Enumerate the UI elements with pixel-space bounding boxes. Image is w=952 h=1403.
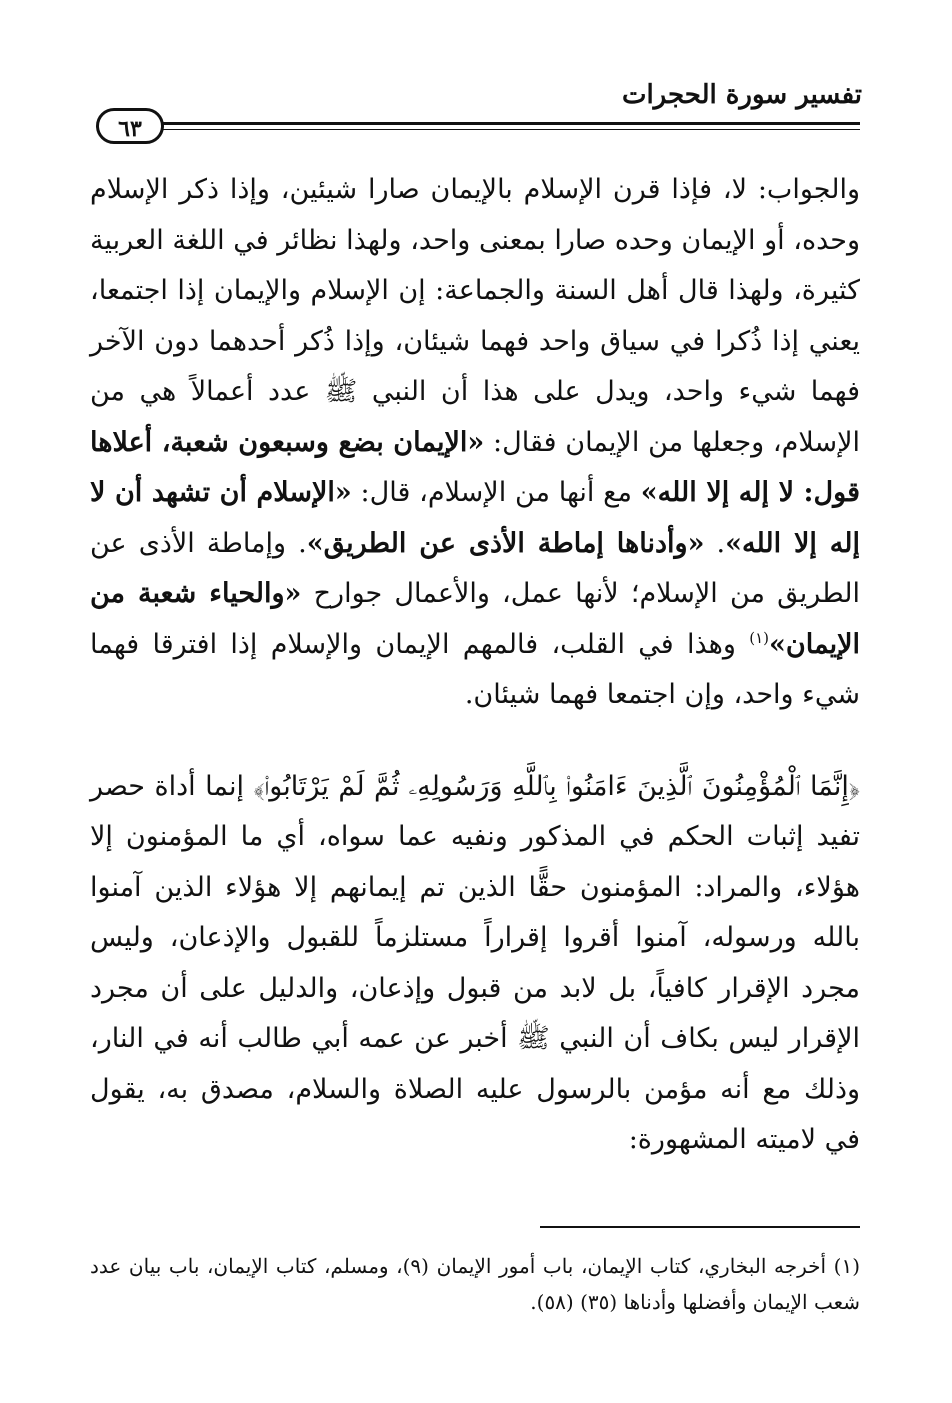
running-header-title: تفسير سورة الحجرات [621, 80, 862, 110]
header-rule-thin [162, 129, 860, 130]
text-segment: والجواب: لا، فإذا قرن الإسلام بالإيمان صارا شيئين، وإذا ذكر الإسلام وحده، أو الإيمان وحده صارا بمعنى واحد، ولهذا نظائر في اللغة العربية كثيرة، ولهذا قال أهل السنة والجماعة: إن الإسلام والإيمان إذا اجتمعا، يعني إذا ذُكرا في سياق واحد فهما شيئان، وإذا ذُكر أحدهما دون الآخر فهما شيء واحد، ويدل على هذا أن النبي ﷺ عدد أعمالاً هي من الإسلام، وجعلها من الإيمان فقال: [90, 174, 860, 458]
footnote-separator [540, 1226, 860, 1228]
text-segment: . وإماطة الأذى عن الطريق من الإسلام؛ لأنها عمل، والأعمال جوارح [90, 527, 860, 609]
text-segment: مع أنها من الإسلام، قال: [351, 477, 641, 508]
header-rule [162, 122, 860, 128]
footnotes [90, 1248, 860, 1320]
hadith-quote: «وأدناها إماطة الأذى عن الطريق» [306, 527, 705, 559]
paragraph-answer [90, 165, 860, 721]
page-number-badge: ٦٣ [96, 108, 164, 144]
footnote-reference[interactable]: (١) [749, 628, 770, 647]
text-segment: . [704, 527, 726, 559]
main-text [90, 165, 860, 1166]
hadith-quote: «الإسلام أن تشهد أن لا إله إلا الله» [90, 477, 860, 559]
quran-verse: ﴿إِنَّمَا ٱلْمُؤْمِنُونَ ٱلَّذِينَ ءَامَنُوا۟ بِٱللَّهِ وَرَسُولِهِۦ ثُمَّ لَمْ يَرْتَابُوا۟﴾ [253, 770, 860, 802]
footnote-1: (١) أخرجه البخاري، كتاب الإيمان، باب أمور الإيمان (٩)، ومسلم، كتاب الإيمان، باب بيان عدد شعب الإيمان وأفضلها وأدناها (٣٥) (٥٨). [90, 1254, 860, 1314]
text-segment: وهذا في القلب، فالمهم الإيمان والإسلام إذا افترقا فهما شيء واحد، وإن اجتمعا فهما شيئان. [90, 628, 860, 710]
hadith-quote: «والحياء شعبة من الإيمان» [90, 578, 860, 660]
text-segment: إنما أداة حصر تفيد إثبات الحكم في المذكور ونفيه عما سواه، أي ما المؤمنون إلا هؤلاء، والمراد: المؤمنون حقًّا الذين تم إيمانهم إلا هؤلاء الذين آمنوا بالله ورسوله، آمنوا أقروا إقراراً مستلزماً للقبول والإذعان، وليس مجرد الإقرار كافياً، بل لابد من قبول وإذعان، والدليل على أن مجرد الإقرار ليس بكاف أن النبي ﷺ أخبر عن عمه أبي طالب أنه في النار، وذلك مع أنه مؤمن بالرسول عليه الصلاة والسلام، مصدق به، يقول في لاميته المشهورة: [90, 770, 860, 1155]
hadith-quote: «الإيمان بضع وسبعون شعبة، أعلاها قول: لا إله إلا الله» [90, 426, 860, 508]
paragraph-verse-commentary [90, 762, 860, 1166]
